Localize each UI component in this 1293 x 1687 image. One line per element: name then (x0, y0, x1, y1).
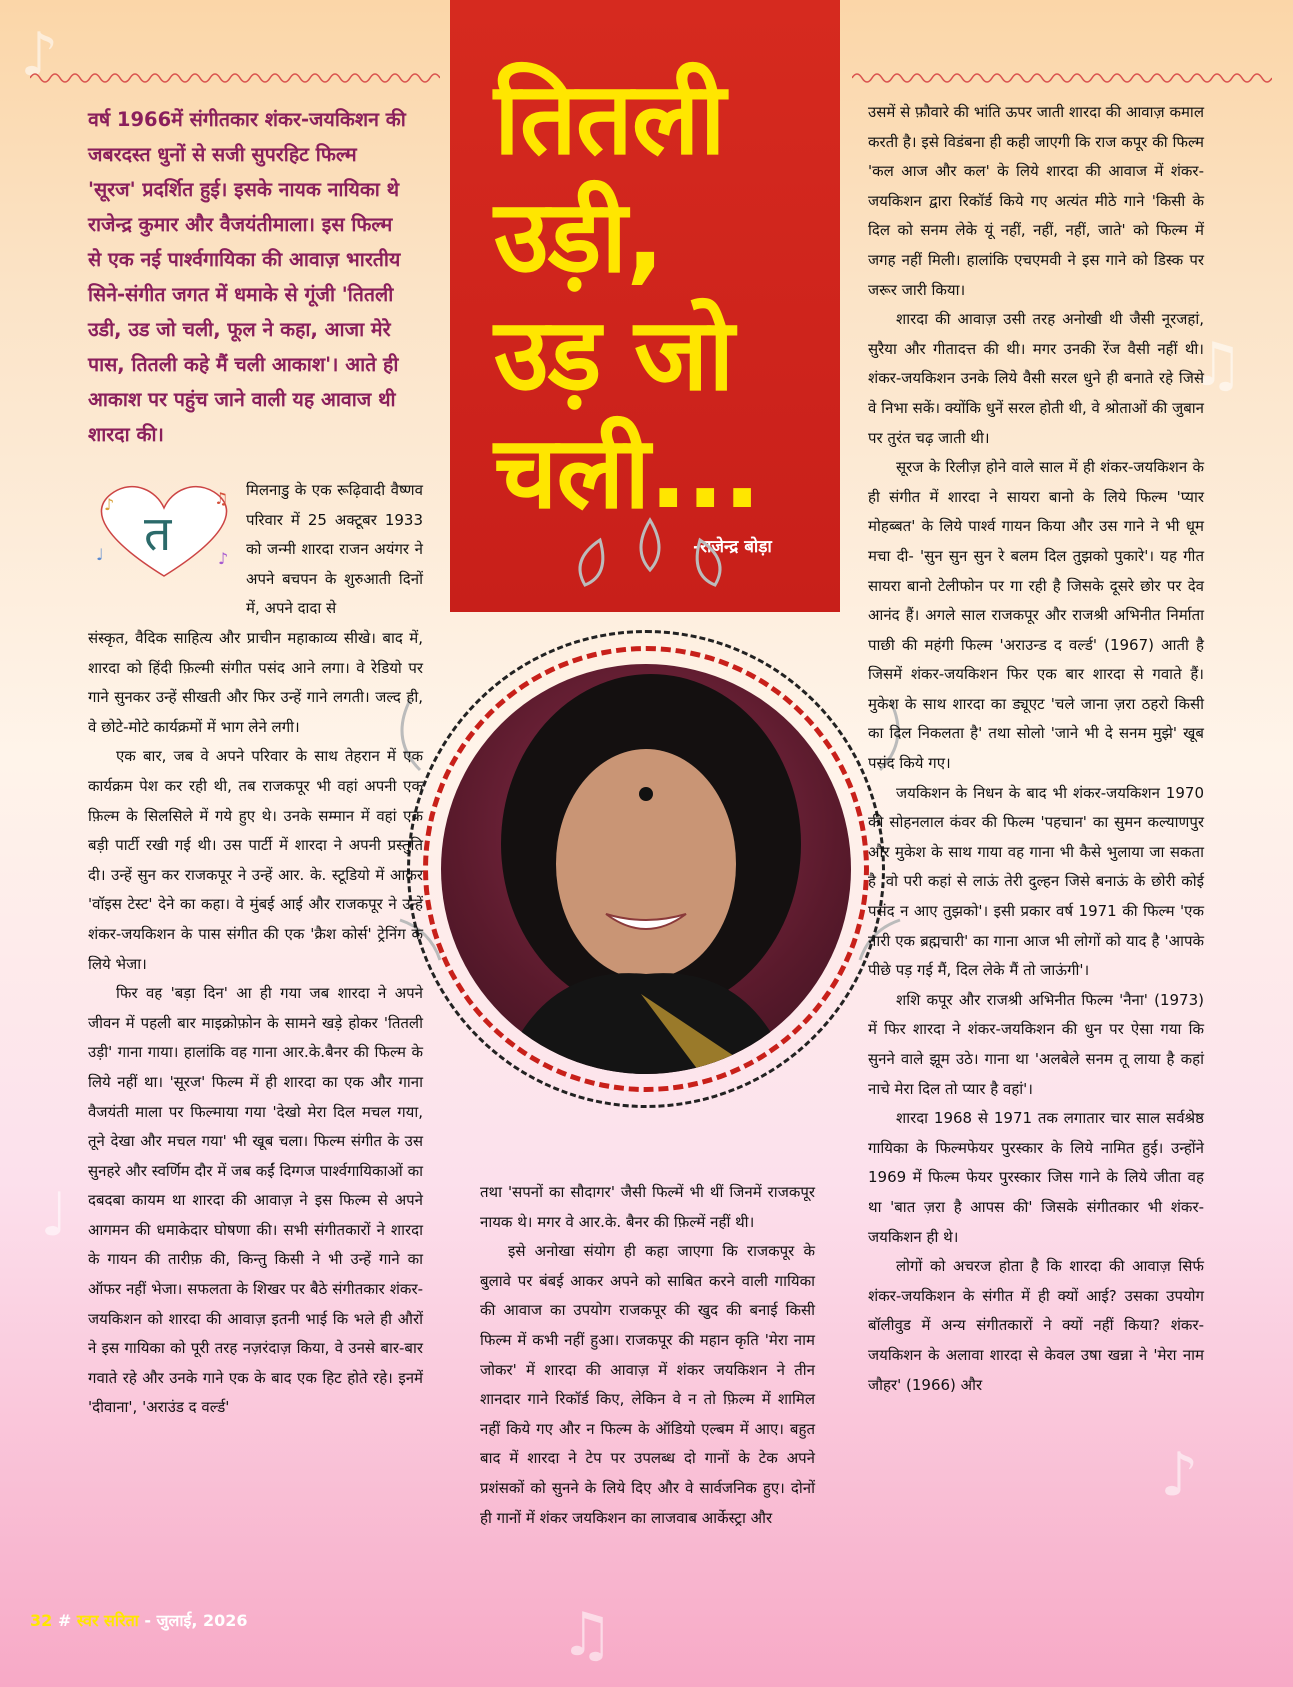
wavy-divider-left (30, 70, 440, 86)
title-line: उड़ जो (494, 296, 734, 413)
paragraph: सूरज के रिलीज़ होने वाले साल में ही शंकर-जयकिशन के ही संगीत में शारदा ने सायरा बानो के लिये फिल्म 'प्यार मोहब्बत' के लिये पार्श्व गायन किया और उस गाने ने भी धूम मचा दी- 'सुन सुन सुन रे बलम दिल तुझको पुकारे'। यह गीत सायरा बानो टेलीफोन पर गा रही है जिसके दूसरे छोर पर देव आनंद हैं। अगले साल राजकपूर और राजश्री अभिनीत निर्माता पाछी की महंगी फिल्म 'अराउन्ड द वर्ल्ड' (1967) आती है जिसमें शंकर-जयकिशन फिर एक बार शारदा से गवाते हैं। मुकेश के साथ शारदा का ड्यूएट 'चले जाना ज़रा ठहरो किसी का दिल निकलता है' तथा सोलो 'जाने भी दे सनम मुझे' खूब पसंद किये गए। (868, 458, 1204, 773)
svg-text:♩: ♩ (96, 545, 104, 564)
paragraph: जयकिशन के निधन के बाद भी शंकर-जयकिशन 1970 की सोहनलाल कंवर की फिल्म 'पहचान' का सुमन कल्याणपुर और मुकेश के साथ गाया वह गाना भी कैसे भुलाया जा सकता है 'वो परी कहां से लाऊं तेरी दुल्हन जिसे बनाऊं के छोरी कोई पसंद न आए तुझको'। इसी प्रकार वर्ष 1971 की फिल्म 'एक नारी एक ब्रह्मचारी' का गाना आज भी लोगों को याद है 'आपके पीछे पड़ गई मैं, दिल लेके मैं तो जाऊंगी'। (868, 783, 1204, 980)
dropcap-letter: त (144, 506, 172, 562)
left-column (88, 624, 423, 1423)
paragraph: लोगों को अचरज होता है कि शारदा की आवाज़ सिर्फ शंकर-जयकिशन के संगीत में ही क्यों आई? उसका उपयोग बॉलीवुड में अन्य संगीतकारों ने क्यों नहीं किया? शंकर-जयकिशन के अलावा शारदा से केवल उषा खन्ना ने 'मेरा नाम जौहर' (1966) और (868, 1257, 1204, 1394)
portrait-photo (441, 664, 851, 1074)
music-note-icon: ♪ (20, 20, 59, 90)
paragraph: तथा 'सपनों का सौदागर' जैसी फिल्में भी थीं जिनमें राजकपूर नायक थे। मगर वे आर.के. बैनर की फ़िल्में नहीं थी। (480, 1183, 815, 1231)
author-byline: -राजेन्द्र बोड़ा (693, 537, 772, 557)
footer-separator: # (57, 1611, 72, 1630)
paragraph: शारदा 1968 से 1971 तक लगातार चार साल सर्वश्रेष्ठ गायिका के फिल्मफेयर पुरस्कार के लिये नामित हुई। उन्होंने 1969 में फिल्म फेयर पुरस्कार जिस गाने के लिये जीता वह था 'बात ज़रा है आपस की' जिसके संगीतकार भी शंकर-जयकिशन ही थे। (868, 1109, 1204, 1246)
paragraph: संस्कृत, वैदिक साहित्य और प्राचीन महाकाव्य सीखे। बाद में, शारदा को हिंदी फ़िल्मी संगीत पसंद आने लगा। वे रेडियो पर गाने सुनकर उन्हें सीखती और फिर उन्हें गाने लगती। जल्द ही, वे छोटे-मोटे कार्यक्रमों में भाग लेने लगी। (88, 629, 423, 736)
lead-paragraph (246, 476, 423, 624)
paragraph: फिर वह 'बड़ा दिन' आ ही गया जब शारदा ने अपने जीवन में पहली बार माइक्रोफ़ोन के सामने खड़े होकर 'तितली उड़ी' गाना गाया। हालांकि वह गाना आर.के.बैनर की फिल्म के लिये नहीं था। 'सूरज' फिल्म में ही शारदा का एक और गाना वैजयंती माला पर फिल्माया गया 'देखो मेरा दिल मचल गया, तूने देखा और मचल गया' भी खूब चला। फिल्म संगीत के उस सुनहरे और स्वर्णिम दौर में जब कईं दिग्गज पार्श्वगायिकाओं का दबदबा कायम था शारदा की आवाज़ ने इस फिल्म से अपने आगमन की धमाकेदार घोषणा की। सभी संगीतकारों ने शारदा के गायन की तारीफ़ की, किन्तु किसी ने भी उन्हें गाने का ऑफर नहीं भेजा। सफलता के शिखर पर बैठे संगीतकार शंकर-जयकिशन को शारदा की आवाज़ इतनी भाई कि भले ही औरों ने इस गायिका को पूरी तरह नज़रंदाज़ किया, वे उनसे बार-बार गवाते रहे और उनके गाने एक के बाद एक हिट होते रहे। इनमें 'दीवाना', 'अराउंड द वर्ल्ड' (88, 984, 423, 1417)
magazine-name: स्वर सरिता (76, 1611, 139, 1630)
article-title (494, 60, 824, 532)
music-note-icon: ♪ (1160, 1440, 1199, 1510)
svg-text:♪: ♪ (218, 549, 229, 568)
title-line: तितली (494, 60, 725, 177)
title-line: चली... (494, 414, 761, 531)
music-note-icon: ♫ (560, 1600, 614, 1670)
wavy-divider-right (852, 70, 1272, 86)
paragraph: उसमें से फ़ौवारे की भांति ऊपर जाती शारदा की आवाज़ कमाल करती है। इसे विडंबना ही कही जाएगी कि राज कपूर की फिल्म 'कल आज और कल' के लिये शारदा की आवाज में शंकर-जयकिशन द्वारा रिकॉर्ड किये गए अत्यंत मीठे गाने 'किसी के दिल को सनम लेके यूं नहीं, नहीं, नहीं, जाते' को फिल्म में जगह नहीं मिली। हालांकि एचएमवी ने इस गाने को डिस्क पर जरूर जारी किया। (868, 103, 1204, 299)
right-column (868, 98, 1204, 1400)
paragraph: शारदा की आवाज़ उसी तरह अनोखी थी जैसी नूरजहां, सुरैया और गीतादत्त की थी। मगर उनकी रेंज वैसी नहीं थी। शंकर-जयकिशन उनके लिये वैसी सरल धुने ही बनाते रहे जिसे वे निभा सकें। क्योंकि धुनें सरल होती थी, वे श्रोताओं की जुबान पर तुरंत चढ़ जाती थी। (868, 310, 1204, 447)
paragraph: मिलनाडु के एक रूढ़िवादी वैष्णव परिवार में 25 अक्टूबर 1933 को जन्मी शारदा राजन अयंगर ने अपने बचपन के शुरुआती दिनों में, अपने दादा से (246, 481, 423, 618)
page-number: 32 (30, 1611, 53, 1630)
paragraph: एक बार, जब वे अपने परिवार के साथ तेहरान में एक कार्यक्रम पेश कर रही थी, तब राजकपूर भी वहां अपनी एक फ़िल्म के सिलसिले में गये हुए थे। उनके सम्मान में वहां एक बड़ी पार्टी रखी गई थी। उस पार्टी में शारदा ने अपनी प्रस्तुति दी। उन्हें सुन कर राजकपूर ने उन्हें आर. के. स्टूडियो में आकर 'वॉइस टेस्ट' देने का कहा। वे मुंबई आई और राजकपूर ने उन्हें शंकर-जयकिशन के पास संगीत की एक 'क्रैश कोर्स' ट्रेनिंग के लिये भेजा। (88, 747, 423, 973)
intro-paragraph: वर्ष 1966में संगीतकार शंकर-जयकिशन की जबरदस्त धुनों से सजी सुपरहिट फिल्म 'सूरज' प्रदर्शित हुई। इसके नायक नायिका थे राजेन्द्र कुमार और वैजयंतीमाला। इस फिल्म से एक नई पार्श्वगायिका की आवाज़ भारतीय सिने-संगीत जगत में धमाके से गूंजी 'तितली उडी, उड जो चली, फूल ने कहा, आजा मेरे पास, तितली कहे मैं चली आकाश'। आते ही आकाश पर पहुंच जाने वाली यह आवाज थी शारदा की। (88, 108, 406, 446)
svg-text:♪: ♪ (104, 495, 115, 514)
page-footer (30, 1604, 290, 1638)
svg-text:♫: ♫ (214, 489, 229, 508)
paragraph: इसे अनोखा संयोग ही कहा जाएगा कि राजकपूर के बुलावे पर बंबई आकर अपने को साबित करने वाली गायिका की आवाज का उपयोग राजकपूर की खुद की बनाई किसी फिल्म में कभी नहीं हुआ। राजकपूर की महान कृति 'मेरा नाम जोकर' में शारदा की आवाज़ में शंकर जयकिशन ने तीन शानदार गाने रिकॉर्ड किए, लेकिन वे न तो फ़िल्म में शामिल नहीं किये गए और न फिल्म के ऑडियो एल्बम में आए। बहुत बाद में शारदा ने टेप पर उपलब्ध दो गानों के टेक अपने प्रशंसकों को सुनने के लिये दिए और वे सार्वजनिक हुए। दोनों ही गानों में शंकर जयकिशन का लाजवाब आर्केस्ट्रा और (480, 1242, 815, 1527)
portrait-illustration (441, 664, 851, 1074)
issue-date: - जुलाई, 2026 (144, 1611, 248, 1630)
dropcap-ornament (86, 480, 242, 586)
music-note-icon: ♫ (1190, 330, 1244, 400)
music-note-icon: ♩ (40, 1180, 69, 1250)
paragraph: शशि कपूर और राजश्री अभिनीत फिल्म 'नैना' (1973) में फिर शारदा ने शंकर-जयकिशन की धुन पर ऐसा गया कि सुनने वाले झूम उठे। गाना था 'अलबेले सनम तू लाया है कहां नाचे मेरा दिल तो प्यार है वहां'। (868, 990, 1204, 1098)
title-line: उड़ी, (494, 178, 664, 295)
middle-column (480, 1178, 815, 1533)
